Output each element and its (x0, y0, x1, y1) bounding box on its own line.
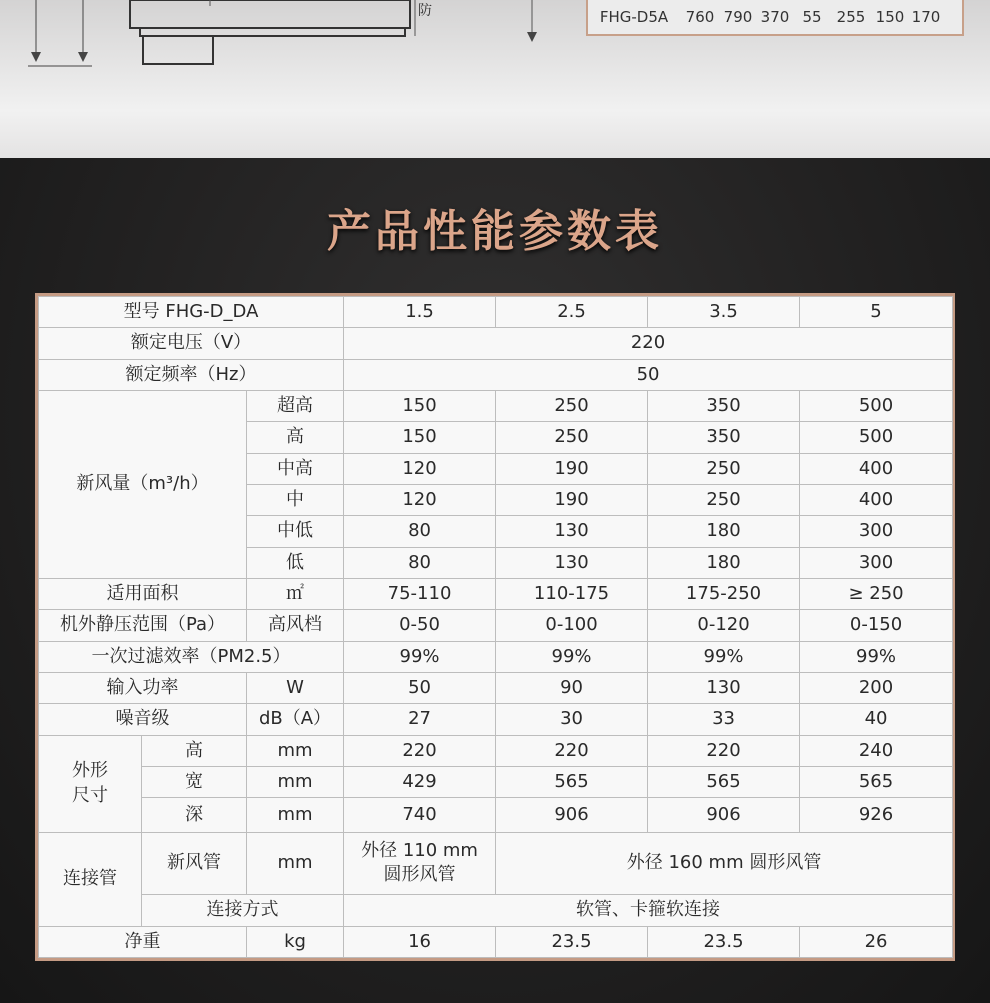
pressure-label: 机外静压范围（Pa） (39, 610, 247, 641)
airflow-value: 250 (648, 484, 800, 515)
dimension-value: 220 (344, 735, 496, 766)
area-value: 175-250 (648, 578, 800, 609)
weight-row (39, 926, 953, 957)
dimension-row (39, 766, 953, 797)
frequency-label: 额定频率（Hz） (39, 359, 344, 390)
dimension-value: 429 (344, 766, 496, 797)
model-col-4: 5 (800, 297, 953, 328)
airflow-value: 250 (496, 390, 648, 421)
airflow-value: 150 (344, 390, 496, 421)
weight-unit: kg (247, 926, 344, 957)
airflow-value: 180 (648, 547, 800, 578)
model-cell: FHG-D5A (599, 8, 669, 26)
power-row (39, 672, 953, 703)
airflow-level: 高 (247, 422, 344, 453)
dim-cell: 760 (685, 8, 715, 26)
model-col-3: 3.5 (648, 297, 800, 328)
header-row (39, 297, 953, 328)
voltage-value: 220 (344, 328, 953, 359)
pipe-fresh-name: 新风管 (142, 832, 247, 895)
dimension-value: 565 (648, 766, 800, 797)
dimension-value: 220 (648, 735, 800, 766)
pipe-small (344, 832, 496, 895)
power-value: 90 (496, 672, 648, 703)
dimension-value: 565 (496, 766, 648, 797)
noise-value: 27 (344, 704, 496, 735)
airflow-value: 350 (648, 390, 800, 421)
noise-value: 40 (800, 704, 953, 735)
airflow-value: 80 (344, 516, 496, 547)
filter-label: 一次过滤效率（PM2.5） (39, 641, 344, 672)
dimension-row (39, 735, 953, 766)
pressure-value: 0-120 (648, 610, 800, 641)
airflow-level: 超高 (247, 390, 344, 421)
frequency-value: 50 (344, 359, 953, 390)
airflow-value: 150 (344, 422, 496, 453)
airflow-value: 120 (344, 453, 496, 484)
dimension-value: 740 (344, 798, 496, 832)
pipe-method-row (39, 895, 953, 926)
dimension-value: 565 (800, 766, 953, 797)
power-value: 50 (344, 672, 496, 703)
area-value: ≥ 250 (800, 578, 953, 609)
dimension-table (586, 0, 964, 36)
dimension-value: 220 (496, 735, 648, 766)
airflow-value: 190 (496, 484, 648, 515)
airflow-level: 中高 (247, 453, 344, 484)
weight-value: 23.5 (496, 926, 648, 957)
pressure-row (39, 610, 953, 641)
drawing-label: 防 (418, 3, 432, 19)
power-value: 200 (800, 672, 953, 703)
filter-value: 99% (496, 641, 648, 672)
dimension-name: 深 (142, 798, 247, 832)
pipe-method-value: 软管、卡箍软连接 (344, 895, 953, 926)
dimension-name: 宽 (142, 766, 247, 797)
airflow-value: 250 (648, 453, 800, 484)
dimension-row (588, 0, 962, 34)
pressure-unit: 高风档 (247, 610, 344, 641)
model-col-1: 1.5 (344, 297, 496, 328)
spec-table-grid (38, 296, 953, 958)
airflow-value: 300 (800, 547, 953, 578)
noise-value: 30 (496, 704, 648, 735)
pipe-small-line1: 外径 110 mm (361, 840, 478, 862)
airflow-level: 中 (247, 484, 344, 515)
pipe-row (39, 832, 953, 895)
dim-cell: 370 (760, 8, 790, 26)
airflow-level: 低 (247, 547, 344, 578)
dim-cell: 55 (802, 8, 822, 26)
pressure-value: 0-150 (800, 610, 953, 641)
noise-value: 33 (648, 704, 800, 735)
dimension-unit: mm (247, 798, 344, 832)
power-value: 130 (648, 672, 800, 703)
pipe-method-label: 连接方式 (142, 895, 344, 926)
pipe-label: 连接管 (39, 832, 142, 926)
voltage-label: 额定电压（V） (39, 328, 344, 359)
pipe-fresh-unit: mm (247, 832, 344, 895)
airflow-value: 350 (648, 422, 800, 453)
power-unit: W (247, 672, 344, 703)
airflow-row (39, 390, 953, 421)
pressure-value: 0-100 (496, 610, 648, 641)
filter-value: 99% (800, 641, 953, 672)
area-label: 适用面积 (39, 578, 247, 609)
voltage-row (39, 328, 953, 359)
area-unit: ㎡ (247, 578, 344, 609)
airflow-value: 500 (800, 390, 953, 421)
power-label: 输入功率 (39, 672, 247, 703)
dimension-value: 906 (648, 798, 800, 832)
airflow-value: 180 (648, 516, 800, 547)
airflow-label: 新风量（m³/h） (39, 390, 247, 578)
dimension-unit: mm (247, 766, 344, 797)
filter-value: 99% (344, 641, 496, 672)
frequency-row (39, 359, 953, 390)
noise-unit: dB（A） (247, 704, 344, 735)
airflow-value: 130 (496, 547, 648, 578)
weight-value: 26 (800, 926, 953, 957)
dimension-value: 926 (800, 798, 953, 832)
dimensions-label (39, 735, 142, 832)
filter-value: 99% (648, 641, 800, 672)
model-col-2: 2.5 (496, 297, 648, 328)
airflow-value: 400 (800, 453, 953, 484)
pipe-large: 外径 160 mm 圆形风管 (496, 832, 953, 895)
dimensions-label-text: 外形尺寸 (72, 760, 108, 806)
dimension-unit: mm (247, 735, 344, 766)
model-header: 型号 FHG-D_DA (39, 297, 344, 328)
weight-value: 16 (344, 926, 496, 957)
dimension-row (39, 798, 953, 832)
dim-cell: 150 (875, 8, 905, 26)
airflow-value: 250 (496, 422, 648, 453)
spec-table (35, 293, 955, 961)
airflow-value: 300 (800, 516, 953, 547)
area-row (39, 578, 953, 609)
dim-cell: 790 (723, 8, 753, 26)
airflow-value: 190 (496, 453, 648, 484)
airflow-value: 130 (496, 516, 648, 547)
filter-row (39, 641, 953, 672)
dimension-value: 240 (800, 735, 953, 766)
pipe-small-line2: 圆形风管 (383, 864, 456, 886)
dimension-name: 高 (142, 735, 247, 766)
area-value: 110-175 (496, 578, 648, 609)
airflow-value: 120 (344, 484, 496, 515)
airflow-value: 500 (800, 422, 953, 453)
weight-label: 净重 (39, 926, 247, 957)
dim-cell: 255 (836, 8, 866, 26)
noise-label: 噪音级 (39, 704, 247, 735)
airflow-value: 80 (344, 547, 496, 578)
noise-row (39, 704, 953, 735)
area-value: 75-110 (344, 578, 496, 609)
page-title: 产品性能参数表 (327, 206, 663, 257)
weight-value: 23.5 (648, 926, 800, 957)
airflow-value: 400 (800, 484, 953, 515)
dimension-value: 906 (496, 798, 648, 832)
dim-cell: 170 (911, 8, 941, 26)
pressure-value: 0-50 (344, 610, 496, 641)
airflow-level: 中低 (247, 516, 344, 547)
